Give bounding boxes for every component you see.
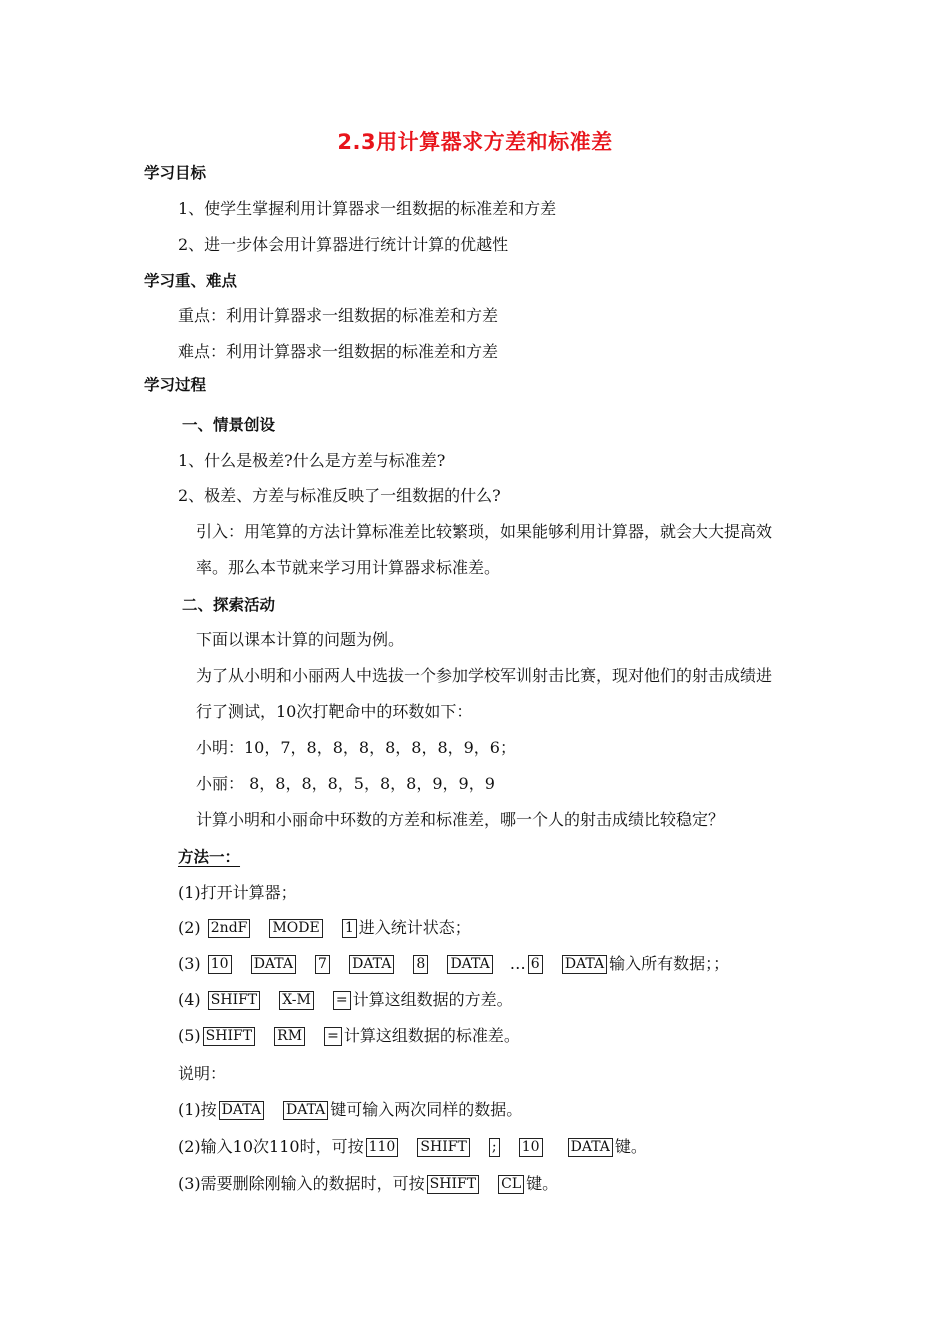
goals-heading: 学习目标: [144, 164, 207, 182]
note-2-text: 键。: [614, 1137, 647, 1156]
key-shift: SHIFT: [417, 1138, 469, 1157]
key-equals: =: [324, 1027, 342, 1046]
key-2ndf: 2ndF: [208, 919, 251, 938]
note-2: [178, 1136, 647, 1158]
method1-heading: 方法一：: [178, 848, 241, 866]
key-6: 6: [528, 955, 543, 974]
ellipsis: …: [509, 954, 526, 973]
key-data: DATA: [283, 1101, 328, 1120]
note-3-text: 键。: [526, 1174, 559, 1193]
step-2: [178, 917, 471, 939]
step-1: (1)打开计算器；: [178, 883, 297, 902]
note-1-text: 键可输入两次同样的数据。: [330, 1100, 523, 1119]
note-2-prefix: (2)输入10次110时，可按: [178, 1137, 364, 1156]
question-1: 1、什么是极差?什么是方差与标准差?: [178, 451, 446, 470]
step-5: [178, 1025, 520, 1047]
key-x-m: X-M: [279, 991, 314, 1010]
key-mode: MODE: [269, 919, 322, 938]
section2-question: 计算小明和小丽命中环数的方差和标准差，哪一个人的射击成绩比较稳定？: [196, 810, 725, 829]
xiaoli-scores: 小丽： 8，8，8，8，5，8，8，9，9，9: [196, 774, 495, 793]
step-4: [178, 989, 513, 1011]
step-2-number: (2): [178, 918, 201, 937]
key-shift: SHIFT: [203, 1027, 255, 1046]
section2-paragraph-3: 行了测试，10次打靶命中的环数如下：: [196, 702, 473, 721]
key-data: DATA: [219, 1101, 264, 1120]
key-7: 7: [315, 955, 330, 974]
key-data: DATA: [447, 955, 492, 974]
key-data: DATA: [251, 955, 296, 974]
key-points-heading: 学习重、难点: [144, 272, 238, 290]
intro-line-2: 率。那么本节就来学习用计算器求标准差。: [196, 558, 501, 577]
step-3-number: (3): [178, 954, 201, 973]
notes-heading: 说明：: [178, 1064, 227, 1083]
goal-item-1: 1、使学生掌握利用计算器求一组数据的标准差和方差: [178, 199, 557, 218]
note-1-prefix: (1)按: [178, 1100, 217, 1119]
key-data: DATA: [349, 955, 394, 974]
key-cl: CL: [498, 1175, 524, 1194]
section2-paragraph-1: 下面以课本计算的问题为例。: [196, 630, 405, 649]
key-data: DATA: [568, 1138, 613, 1157]
page-title: 2.3用计算器求方差和标准差: [337, 130, 613, 154]
question-2: 2、极差、方差与标准反映了一组数据的什么?: [178, 486, 501, 505]
section1-heading: 一、情景创设: [182, 416, 276, 434]
note-3: [178, 1173, 558, 1195]
step-3-text: 输入所有数据；；: [609, 954, 730, 973]
key-semicolon: ;: [489, 1138, 500, 1157]
key-10: 10: [519, 1138, 543, 1157]
step-2-text: 进入统计状态；: [358, 918, 471, 937]
key-shift: SHIFT: [208, 991, 260, 1010]
intro-line-1: 引入：用笔算的方法计算标准差比较繁琐，如果能够利用计算器，就会大大提高效: [196, 522, 773, 541]
key-shift: SHIFT: [427, 1175, 479, 1194]
key-data: DATA: [562, 955, 607, 974]
key-8: 8: [413, 955, 428, 974]
goal-item-2: 2、进一步体会用计算器进行统计计算的优越性: [178, 235, 509, 254]
key-equals: =: [333, 991, 351, 1010]
step-3: [178, 953, 729, 975]
key-1: 1: [342, 919, 357, 938]
step-5-text: 计算这组数据的标准差。: [343, 1026, 520, 1045]
key-point-item: 重点：利用计算器求一组数据的标准差和方差: [178, 306, 499, 325]
key-10: 10: [208, 955, 232, 974]
key-rm: RM: [274, 1027, 305, 1046]
note-3-prefix: (3)需要删除刚输入的数据时，可按: [178, 1174, 425, 1193]
step-4-number: (4): [178, 990, 201, 1009]
section2-paragraph-2: 为了从小明和小丽两人中选拔一个参加学校军训射击比赛，现对他们的射击成绩进: [196, 666, 773, 685]
xiaoming-scores: 小明：10，7，8，8，8，8，8，8，9，6；: [196, 738, 516, 757]
process-heading: 学习过程: [144, 376, 207, 394]
key-110: 110: [366, 1138, 399, 1157]
difficulty-item: 难点：利用计算器求一组数据的标准差和方差: [178, 342, 499, 361]
step-4-text: 计算这组数据的方差。: [352, 990, 513, 1009]
step-5-number: (5): [178, 1026, 201, 1045]
note-1: [178, 1099, 522, 1121]
section2-heading: 二、探索活动: [182, 596, 276, 614]
